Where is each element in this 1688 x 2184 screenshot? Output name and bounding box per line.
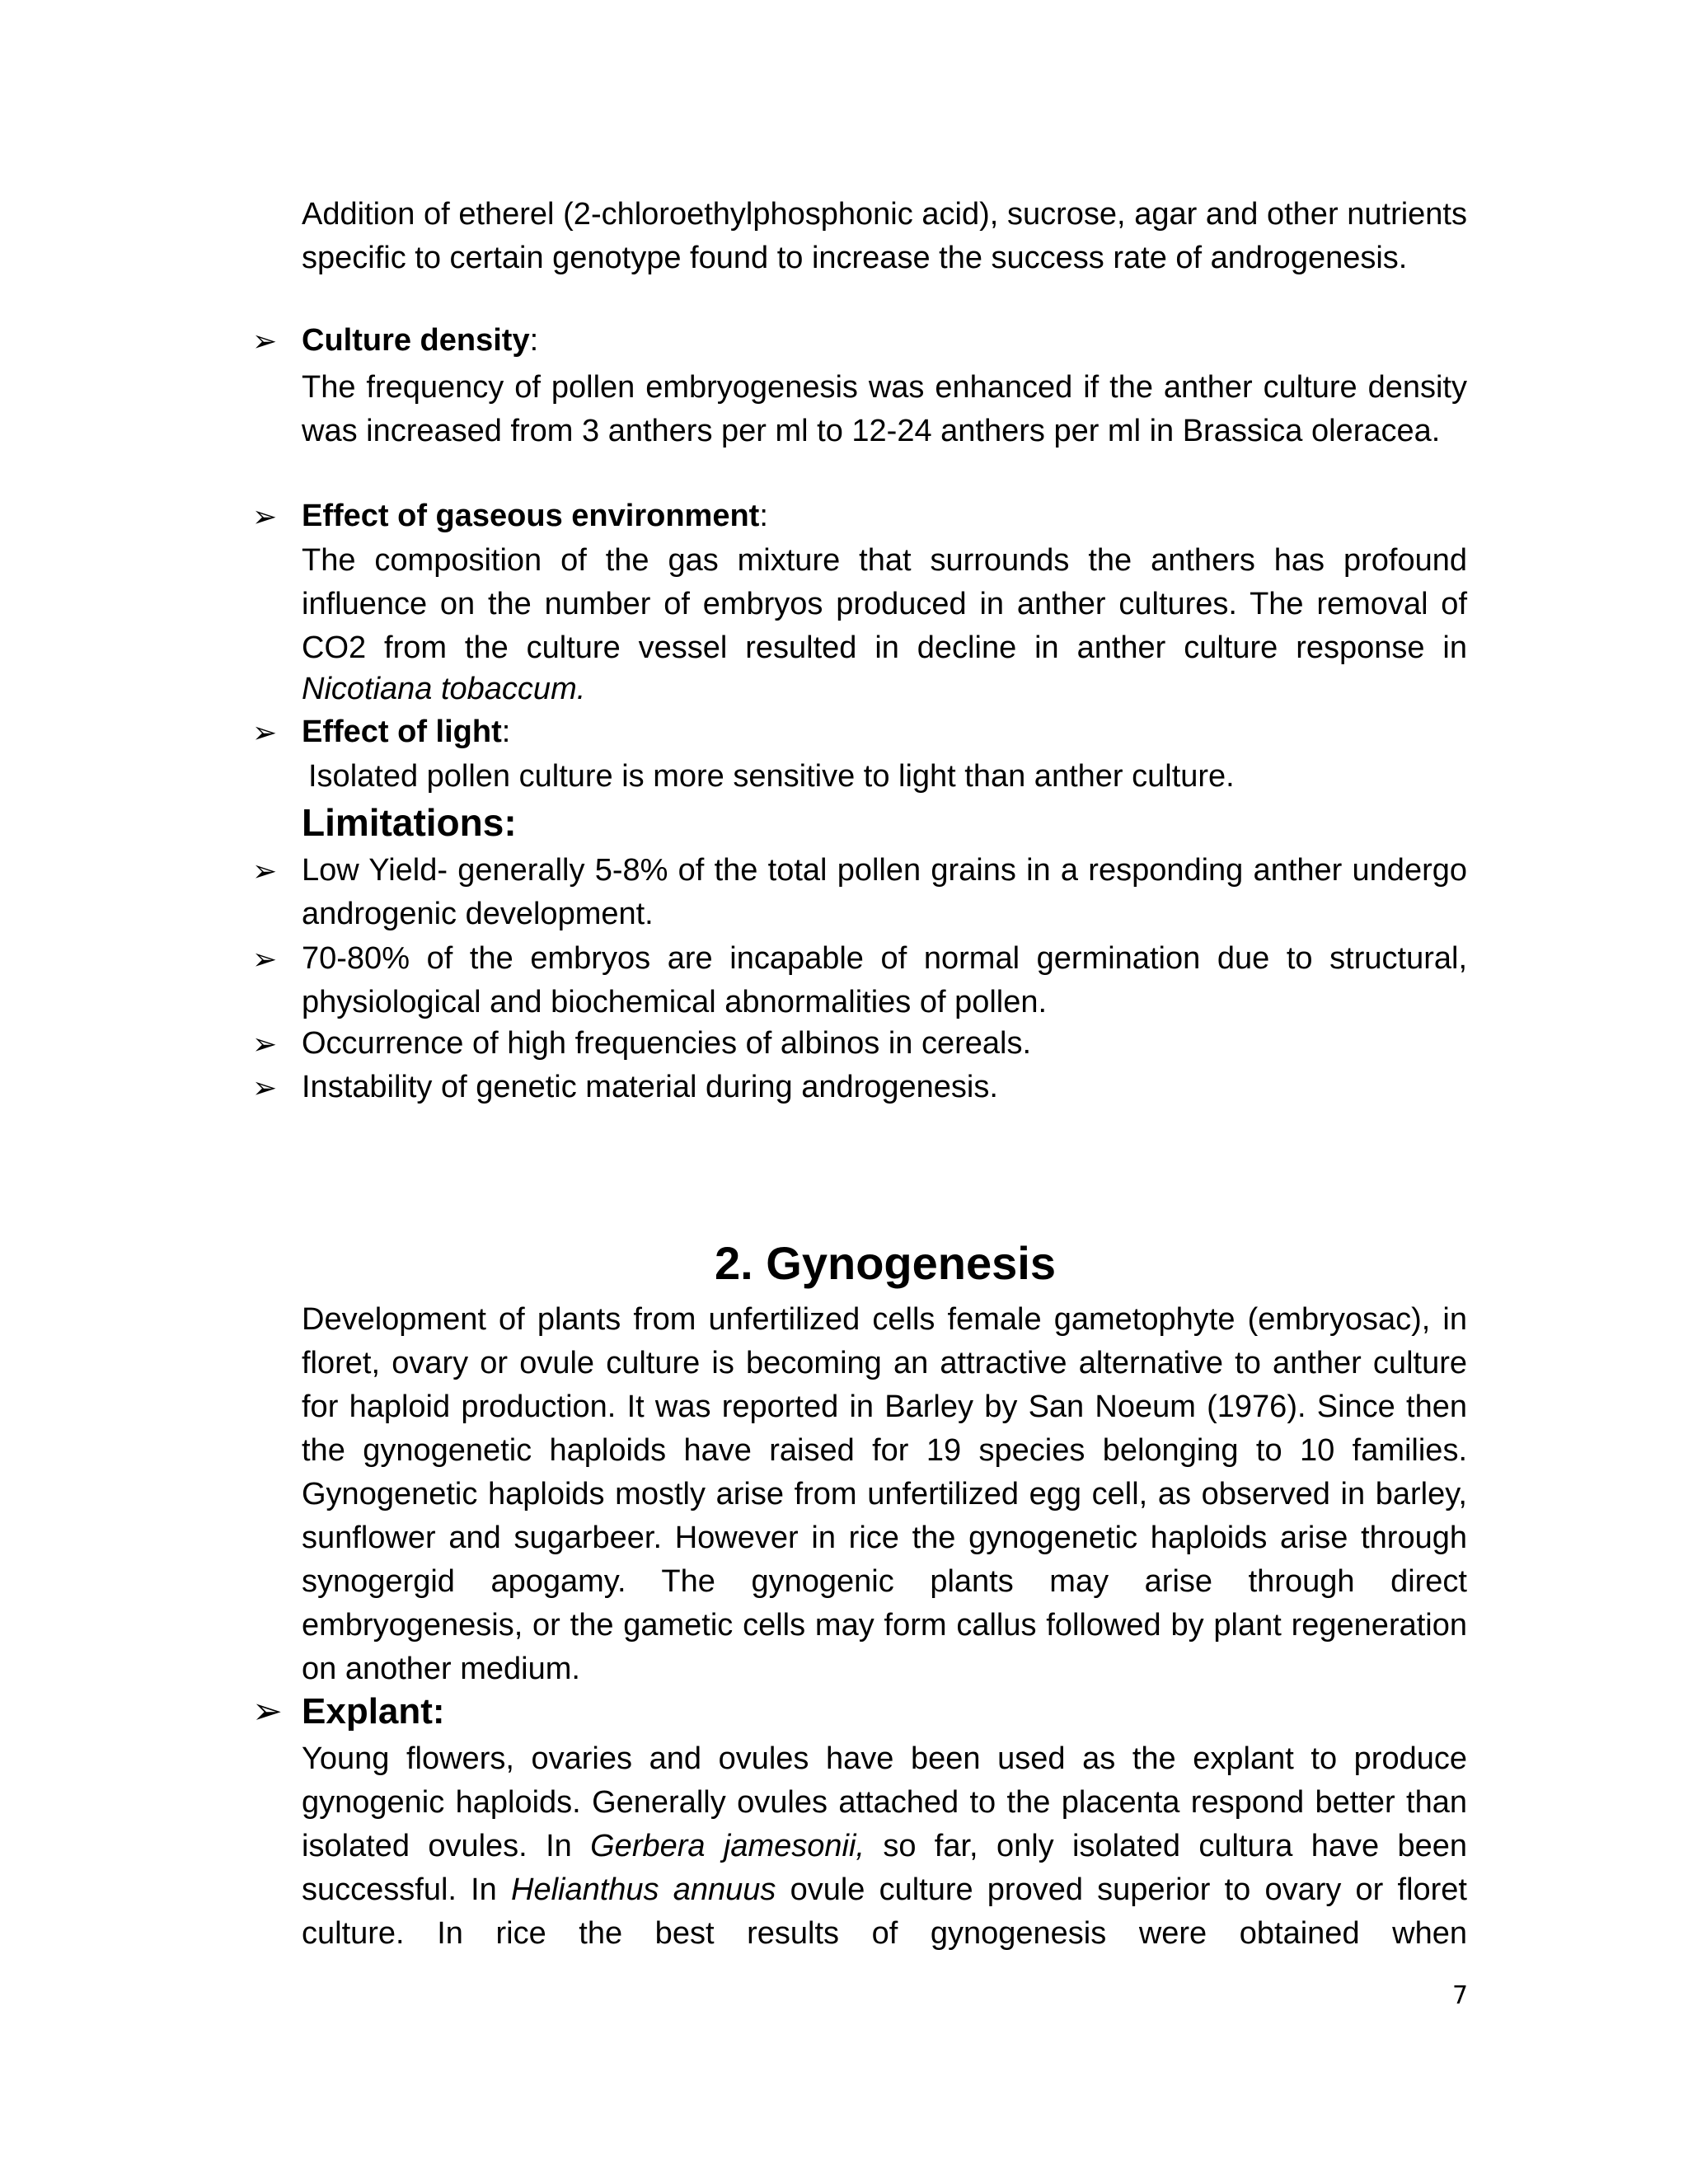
culture-density-text: The frequency of pollen embryogenesis was enhanced if the anther culture density was increased from 3 anthers per ml to 12-24 anthers per ml in Brassica oleracea.: [302, 370, 1467, 448]
bullet-arrow-icon: ➢: [252, 499, 278, 533]
bullet-arrow-icon: ➢: [252, 715, 278, 749]
page-number: 7: [1452, 1981, 1469, 2010]
bullet-arrow-icon: ➢: [252, 1027, 278, 1061]
limitation-item: 70-80% of the embryos are incapable of normal germination due to structural, physiological and biochemical abnormalities of pollen.: [302, 941, 1467, 1019]
culture-density-heading: Culture density:: [302, 323, 539, 358]
light-text: Isolated pollen culture is more sensitive to light than anther culture.: [308, 759, 1235, 794]
explant-text: Young flowers, ovaries and ovules have been used as the explant to produce gynogenic haploids. Generally ovules attached to the placenta respond better than isolated ovules. In Gerbera jamesonii, so far, only isolated cultura have been successful. In Helianthus annuus ovule culture proved superior to ovary or floret culture. In rice the best results of gynogenesis were obtained when: [302, 1741, 1468, 1951]
limitation-item: Instability of genetic material during androgenesis.: [302, 1070, 998, 1104]
intro-paragraph: Addition of etherel (2-chloroethylphosphonic acid), sucrose, agar and other nutrients specific to certain genotype found to increase the success rate of androgenesis.: [302, 197, 1467, 275]
gaseous-species: Nicotiana tobaccum.: [302, 672, 586, 706]
gaseous-text: The composition of the gas mixture that surrounds the anthers has profound influence on the number of embryos produced in anther cultures. The removal of CO2 from the culture vessel resulted in decline in anther culture response in: [302, 543, 1467, 665]
limitation-item: Low Yield- generally 5-8% of the total pollen grains in a responding anther undergo androgenic development.: [302, 853, 1467, 931]
bullet-arrow-icon: ➢: [252, 854, 278, 888]
bullet-arrow-icon: ➢: [252, 1691, 283, 1732]
section-title: 2. Gynogenesis: [715, 1237, 1056, 1289]
light-heading: Effect of light:: [302, 715, 511, 749]
bullet-arrow-icon: ➢: [252, 942, 278, 976]
explant-heading: Explant:: [302, 1691, 445, 1732]
bullet-arrow-icon: ➢: [252, 324, 278, 358]
gynogenesis-paragraph: Development of plants from unfertilized cells female gametophyte (embryosac), in floret, ovary or ovule culture is becoming an attractive alternative to anther culture for haploid production. It was reported in Barley by San Noeum (1976). Since then the gynogenetic haploids have raised for 19 species belonging to 10 families. Gynogenetic haploids mostly arise from unfertilized egg cell, as observed in barley, sunflower and sugarbeer. However in rice the gynogenetic haploids arise through synogergid apogamy. The gynogenic plants may arise through direct embryogenesis, or the gametic cells may form callus followed by plant regeneration on another medium.: [302, 1302, 1467, 1686]
gaseous-heading: Effect of gaseous environment:: [302, 499, 768, 533]
limitation-item: Occurrence of high frequencies of albinos in cereals.: [302, 1026, 1032, 1061]
bullet-arrow-icon: ➢: [252, 1071, 278, 1104]
limitations-heading: Limitations:: [302, 801, 517, 844]
